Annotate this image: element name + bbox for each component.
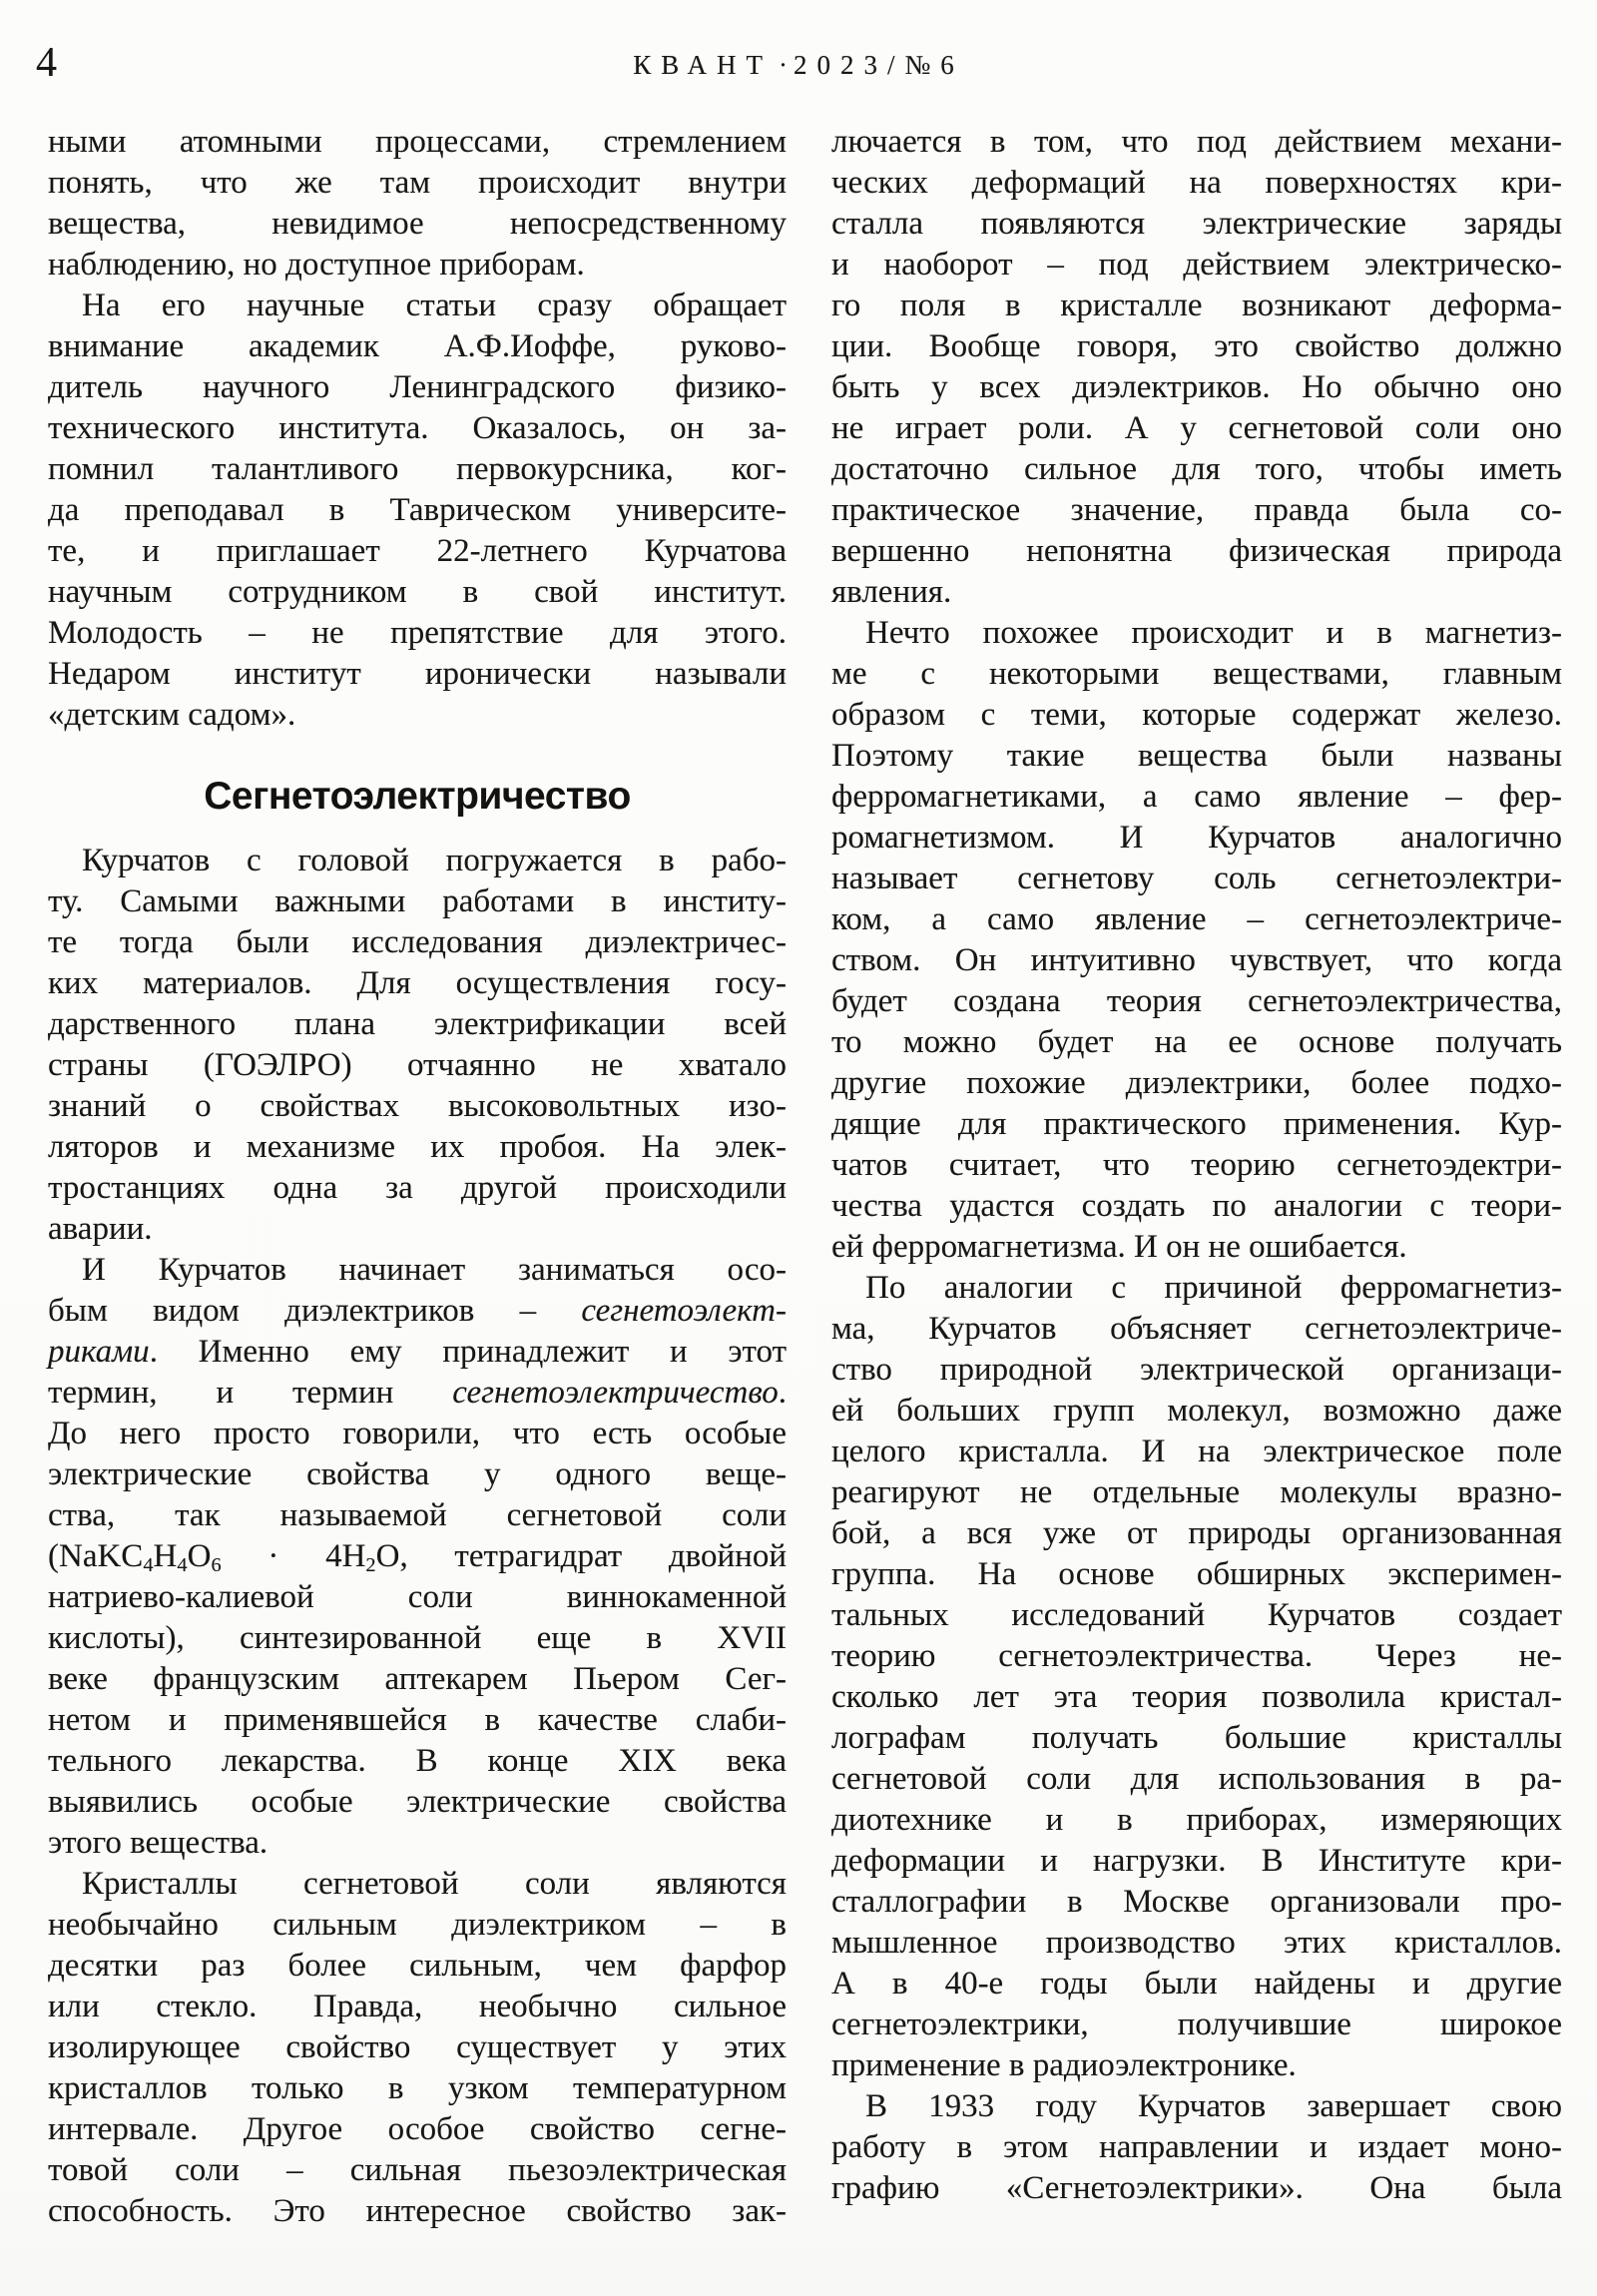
text-line: Молодость – не препятствие для этого. (48, 615, 787, 651)
text-line: те, и приглашает 22-летнего Курчатова (48, 533, 787, 569)
text-line: ферромагнетиками, а само явление – фер- (831, 779, 1562, 815)
text-line: десятки раз более сильным, чем фарфор (48, 1948, 787, 1984)
text-line: ме с некоторыми веществами, главным (831, 656, 1562, 692)
text-line: способность. Это интересное свойство зак- (48, 2193, 787, 2229)
text-line: графию «Сегнетоэлектрики». Она была (831, 2170, 1562, 2206)
text-line: страны (ГОЭЛРО) отчаянно не хватало (48, 1047, 787, 1083)
paragraph (48, 1864, 787, 2232)
text-line: наблюдению, но доступное приборам. (48, 247, 585, 283)
journal-title: КВАНТ (633, 50, 774, 80)
paragraph (48, 122, 787, 286)
paragraph (48, 841, 787, 1250)
text-line: И Курчатов начинает заниматься осо- (82, 1252, 787, 1288)
text-line: кристаллов только в узком температурном (48, 2070, 787, 2106)
text-line: сколько лет эта теория позволила кристал- (831, 1679, 1562, 1715)
text-line: вещества, невидимое непосредственному (48, 206, 787, 242)
section-heading: Сегнетоэлектричество (204, 775, 631, 818)
text-line: явления. (831, 574, 952, 610)
text-line: тростанциях одна за другой происходили (48, 1170, 787, 1206)
text-column-right (831, 122, 1562, 2209)
text-line: сталлографии в Москве организовали про- (831, 1884, 1562, 1920)
text-line: По аналогии с причиной ферромагнетиз- (865, 1270, 1562, 1306)
text-line: то можно будет на ее основе получать (831, 1024, 1562, 1060)
text-line: дарственного плана электрификации всей (48, 1006, 787, 1042)
text-line: другие похожие диэлектрики, более подхо- (831, 1065, 1562, 1101)
text-column-left (48, 122, 787, 2232)
text-line: ($NaKC_4H_4O_6 \cdot 4H_2O$, тетрагидрат двойной (48, 1538, 787, 1576)
text-line: ком, а само явление – сегнетоэлектриче- (831, 901, 1562, 937)
text-line: применение в радиоэлектронике. (831, 2047, 1297, 2083)
issue-number: 2023/№6 (794, 50, 964, 80)
text-line: внимание академик А.Ф.Иоффе, руково- (48, 328, 787, 364)
text-line: бой, а вся уже от природы организованная (831, 1515, 1562, 1551)
text-line: ляторов и механизме их пробоя. На элек- (48, 1129, 787, 1165)
text-line: не играет роли. А у сегнетовой соли оно (831, 410, 1562, 446)
text-line: лючается в том, что под действием механи- (831, 124, 1562, 160)
text-line: группа. На основе обширных эксперимен- (831, 1556, 1562, 1592)
text-line: теорию сегнетоэлектричества. Через не- (831, 1638, 1562, 1674)
paragraph (831, 2086, 1562, 2209)
text-line: те тогда были исследования диэлектричес- (48, 924, 787, 960)
text-line: ту. Самыми важными работами в институ- (48, 883, 787, 919)
text-line: или стекло. Правда, необычно сильное (48, 1989, 787, 2024)
paragraph (831, 1268, 1562, 2086)
text-line: Нечто похожее происходит и в магнетиз- (865, 615, 1562, 651)
text-line: бым видом диэлектриков – сегнетоэлект- (48, 1293, 787, 1329)
text-line: помнил талантливого первокурсника, ког- (48, 451, 787, 487)
text-line: ства, так называемой сегнетовой соли (48, 1497, 787, 1533)
text-line: веке французским аптекарем Пьером Сег- (48, 1661, 787, 1697)
text-line: ма, Курчатов объясняет сегнетоэлектриче- (831, 1311, 1562, 1347)
text-line: А в 40-е годы были найдены и другие (831, 1966, 1562, 2002)
text-line: сталла появляются электрические заряды (831, 206, 1562, 242)
text-line: «детским садом». (48, 697, 296, 733)
paragraph (831, 122, 1562, 613)
text-line: ством. Он интуитивно чувствует, что когда (831, 942, 1562, 978)
text-line: научным сотрудником в свой институт. (48, 574, 787, 610)
paragraph (831, 613, 1562, 1268)
text-line: ей ферромагнетизма. И он не ошибается. (831, 1229, 1407, 1265)
text-line: практическое значение, правда была со- (831, 492, 1562, 528)
text-line: называет сегнетову соль сегнетоэлектри- (831, 861, 1562, 896)
text-line: технического института. Оказалось, он за- (48, 410, 787, 446)
text-line: достаточно сильное для того, чтобы иметь (831, 451, 1562, 487)
text-line: натриево-калиевой соли виннокаменной (48, 1579, 787, 1615)
text-line: и наоборот – под действием электрическо- (831, 247, 1562, 283)
text-line: ство природной электрической организаци- (831, 1352, 1562, 1388)
text-line: работу в этом направлении и издает моно- (831, 2129, 1562, 2165)
text-line: этого вещества. (48, 1825, 268, 1861)
text-line: мышленное производство этих кристаллов. (831, 1925, 1562, 1961)
text-line: изолирующее свойство существует у этих (48, 2029, 787, 2065)
text-line: образом с теми, которые содержат железо. (831, 697, 1562, 733)
text-line: понять, что же там происходит внутри (48, 165, 787, 201)
text-line: Курчатов с головой погружается в рабо- (82, 843, 787, 878)
text-line: тельного лекарства. В конце XIX века (48, 1743, 787, 1779)
text-line: будет создана теория сегнетоэлектричества, (831, 983, 1562, 1019)
text-line: дящие для практического применения. Кур- (831, 1106, 1562, 1142)
text-line: нетом и применявшейся в качестве слаби- (48, 1702, 787, 1738)
text-line: На его научные статьи сразу обращает (82, 287, 787, 323)
text-line: ческих деформаций на поверхностях кри- (831, 165, 1562, 201)
text-line: кислоты), синтезированной еще в XVII (48, 1620, 787, 1656)
text-line: сегнетоэлектрики, получившие широкое (831, 2007, 1562, 2042)
text-line: интервале. Другое особое свойство сегне- (48, 2111, 787, 2147)
text-line: деформации и нагрузки. В Институте кри- (831, 1843, 1562, 1879)
text-line: ромагнетизмом. И Курчатов аналогично (831, 820, 1562, 856)
header-separator: · (779, 50, 789, 80)
text-line: ей больших групп молекул, возможно даже (831, 1393, 1562, 1429)
text-line: целого кристалла. И на электрическое поле (831, 1434, 1562, 1469)
text-line: лографам получать большие кристаллы (831, 1720, 1562, 1756)
paragraph (48, 286, 787, 736)
text-line: ции. Вообще говоря, это свойство должно (831, 328, 1562, 364)
text-line: товой соли – сильная пьезоэлектрическая (48, 2152, 787, 2188)
text-line: Кристаллы сегнетовой соли являются (82, 1866, 787, 1902)
text-line: чатов считает, что теорию сегнетоэдектри- (831, 1147, 1562, 1183)
text-line: ких материалов. Для осуществления госу- (48, 965, 787, 1001)
page-header (0, 52, 1597, 79)
text-line: Поэтому такие вещества были названы (831, 738, 1562, 774)
text-line: дитель научного Ленинградского физико- (48, 369, 787, 405)
text-line: выявились особые электрические свойства (48, 1784, 787, 1820)
text-line: электрические свойства у одного веще- (48, 1456, 787, 1492)
text-line: сегнетовой соли для использования в ра- (831, 1761, 1562, 1797)
text-line: тальных исследований Курчатов создает (831, 1597, 1562, 1633)
text-line: Недаром институт иронически называли (48, 656, 787, 692)
text-line: знаний о свойствах высоковольтных изо- (48, 1088, 787, 1124)
text-line: реагируют не отдельные молекулы вразно- (831, 1474, 1562, 1510)
text-line: До него просто говорили, что есть особые (48, 1416, 787, 1451)
paragraph (48, 1250, 787, 1864)
text-line: риками. Именно ему принадлежит и этот (48, 1334, 787, 1370)
text-line: го поля в кристалле возникают деформа- (831, 287, 1562, 323)
text-line: чества удастся создать по аналогии с теори- (831, 1188, 1562, 1224)
text-line: термин, и термин сегнетоэлектричество. (48, 1375, 787, 1411)
text-line: диотехнике и в приборах, измеряющих (831, 1802, 1562, 1838)
text-line: ными атомными процессами, стремлением (48, 124, 787, 160)
text-line: необычайно сильным диэлектриком – в (48, 1907, 787, 1943)
page-number: 4 (36, 40, 57, 86)
text-line: быть у всех диэлектриков. Но обычно оно (831, 369, 1562, 405)
text-line: В 1933 году Курчатов завершает свою (865, 2088, 1562, 2124)
text-line: вершенно непонятна физическая природа (831, 533, 1562, 569)
text-line: аварии. (48, 1211, 153, 1247)
text-line: да преподавал в Таврическом университе- (48, 492, 787, 528)
